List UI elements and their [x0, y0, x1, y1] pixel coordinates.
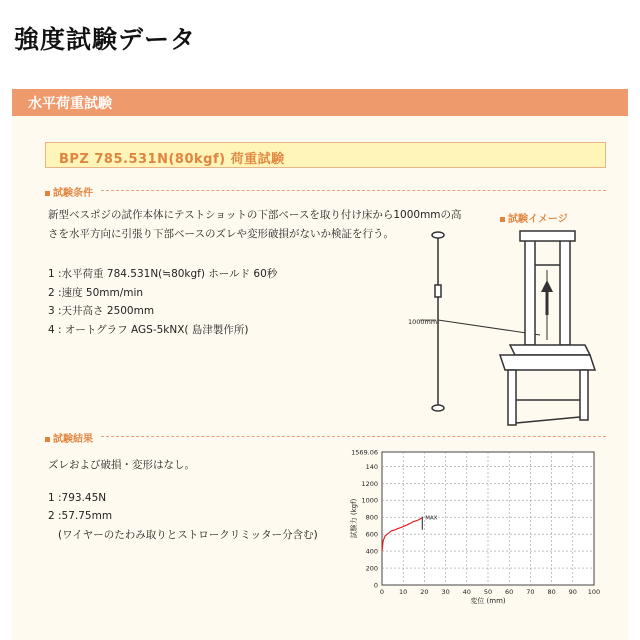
divider	[101, 436, 606, 437]
results-label-text: 試験結果	[53, 434, 93, 445]
condition-item: 4 : オートグラフ AGS-5kNX( 島津製作所)	[48, 324, 249, 336]
conditions-label-text: 試験条件	[53, 188, 93, 199]
square-bullet-icon	[45, 437, 50, 442]
section-header-title: 水平荷重試験	[28, 96, 112, 112]
x-axis-label: 変位 (mm)	[470, 597, 506, 605]
x-tick-label: 10	[399, 588, 408, 596]
image-label-text: 試験イメージ	[508, 214, 568, 225]
x-tick-label: 40	[462, 588, 471, 596]
conditions-description-line1: 新型ベスポジの試作本体にテストショットの下部ベースを取り付け床から1000mmの高	[48, 209, 462, 221]
x-tick-label: 90	[568, 588, 577, 596]
y-tick-label: 600	[365, 530, 378, 539]
x-tick-label: 20	[420, 588, 429, 596]
y-tick-label: 1200	[361, 479, 378, 488]
x-tick-label: 50	[483, 588, 493, 596]
conditions-label	[45, 184, 93, 199]
machine-crosshead	[520, 231, 575, 241]
max-annotation: MAX	[425, 515, 438, 522]
table-leg	[508, 370, 516, 425]
y-tick-label: 1569.06	[351, 448, 378, 457]
y-tick-label: 140	[365, 462, 378, 471]
condition-item: 2 :速度 50mm/min	[48, 287, 144, 299]
dimension-label: 1000mm	[408, 318, 438, 326]
table-leg	[580, 370, 588, 420]
result-note: (ワイヤーのたわみ取りとストロークリミッター分含む)	[58, 529, 318, 541]
divider	[101, 190, 606, 191]
machine-column-left	[525, 235, 535, 345]
x-tick-label: 100	[587, 588, 601, 596]
table-brace	[516, 417, 580, 423]
machine-column-right	[560, 235, 570, 345]
results-label	[45, 430, 93, 445]
arrow-up-icon	[541, 280, 553, 315]
x-tick-label: 70	[526, 588, 535, 596]
test-title-box	[45, 142, 606, 168]
section-header	[12, 89, 628, 116]
test-setup-diagram	[400, 225, 610, 430]
condition-item: 1 :水平荷重 784.531N(≒80kgf) ホールド 60秒	[48, 268, 278, 280]
x-tick-label: 0	[379, 588, 385, 596]
conditions-description-line2: さを水平方向に引張り下部ベースのズレや変形破損がないか検証を行う。	[48, 228, 394, 240]
table-top	[500, 355, 595, 370]
page-title: 強度試験データ	[14, 25, 197, 54]
image-label	[500, 210, 568, 225]
result-item: 2 :57.75mm	[48, 510, 113, 522]
pole-joint	[435, 285, 441, 297]
square-bullet-icon	[500, 217, 505, 222]
machine-base	[510, 345, 590, 355]
pole-top-cap	[432, 232, 444, 238]
square-bullet-icon	[45, 191, 50, 196]
y-tick-label: 800	[365, 513, 378, 522]
y-tick-label: 200	[365, 564, 378, 573]
y-tick-label: 1000	[361, 496, 378, 505]
test-title: BPZ 785.531N(80kgf) 荷重試験	[59, 152, 285, 167]
y-tick-label: 0	[373, 581, 378, 590]
x-tick-label: 60	[505, 588, 514, 596]
x-tick-label: 80	[547, 588, 556, 596]
x-tick-label: 30	[441, 588, 450, 596]
y-axis-label: 試験力 (kgf)	[350, 498, 358, 539]
results-summary: ズレおよび破損・変形はなし。	[48, 459, 195, 471]
pole-bottom-cap	[432, 405, 444, 411]
result-item: 1 :793.45N	[48, 492, 107, 504]
load-displacement-chart	[330, 440, 620, 615]
condition-item: 3 :天井高さ 2500mm	[48, 305, 155, 317]
y-tick-label: 400	[365, 547, 378, 556]
